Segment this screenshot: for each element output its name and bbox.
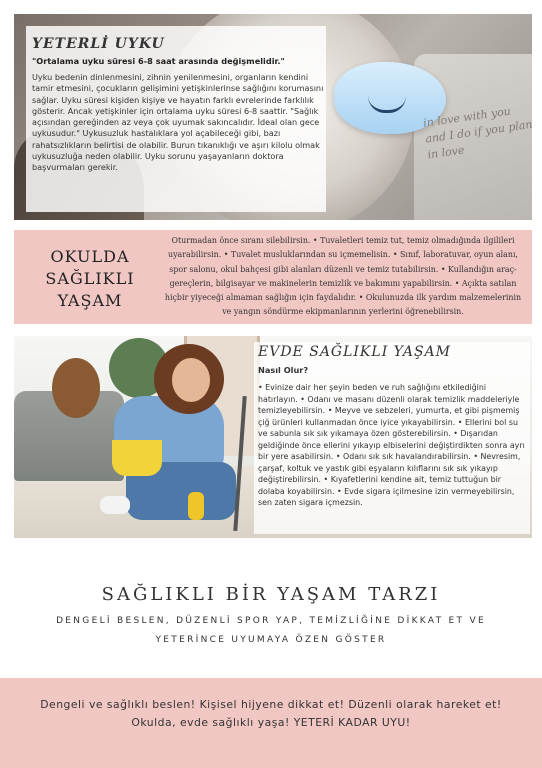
school-title: OKULDA SAĞLIKLI YAŞAM [45,247,135,310]
home-title: EVDE SAĞLIKLI YAŞAM [258,344,451,360]
headline-subtitle: DENGELİ BESLEN, DÜZENLİ SPOR YAP, TEMİZLİĞİNE DİKKAT ET VE YETERİNCE UYUMAYA ÖZEN GÖSTER [56,616,486,645]
home-subtitle: Nasıl Olur? [258,365,309,375]
sleep-title: YETERLİ UYKU [32,36,165,52]
banner-text: Dengeli ve sağlıklı beslen! Kişisel hijyene dikkat et! Düzenli olarak hareket et! Okulda, evde sağlıklı yaşa! YETERİ KADAR UYU! [40,698,502,729]
home-body: • Evinize dair her şeyin beden ve ruh sağlığını etkilediğini hatırlayın. • Odanı ve masanı düzenli olarak temizlik maddeleriyle temizleyebilirsin. • Meyve ve sebzeleri, yumurta, et gibi pişmemiş çiğ ürünleri kullanmadan önce iyice yıkayabilirsin. • Ellerini bol su ve sabunla sık sık yıkamaya özen gösterebilirsin. • Dışarıdan geldiğinde önce ellerini yıkayıp elbiselerini değiştirdikten sonra ayrı bir yere asabilirsin. • Odanı sık sık havalandırabilirsin. • Nevresim, çarşaf, koltuk ve yastık gibi eşyaların kılıflarını sık sık yıkayıp değiştirebilirsin. • Kıyafetlerini kendine ait, temiz tuttuğun bir dolaba koyabilirsin. • Evde sigara içilmesine izin vermeyebilirsin, sen zaten sigara içmezsin. [258,383,525,507]
teddy-bear-image [52,358,100,418]
sleep-quote: "Ortalama uyku süresi 6-8 saat arasında değişmelidir." [32,56,285,66]
bucket-image [112,440,162,476]
headline-title: SAĞLIKLI BİR YAŞAM TARZI [101,584,441,605]
sleep-body: Uyku bedenin dinlenmesini, zihnin yenilenmesini, organların kendini tamir etmesini, çocukların gelişimini yetişkinlerinse sağlığını korumasını sağlar. Uyku süresi kişiden kişiye ve hayatın farklı evrelerinde farklılık gösterir. Ancak yetişkinler için ortalama uyku süresi 6-8 saattir. "Sağlık açısından gereğinden az veya çok uyumak sakıncalıdır. İdeal olan gece uykusudur." Uykusuzluk hastalıklara yol açabileceği gibi, bazı rahatsızlıkların belirtisi de olabilir. Burun tıkanıklığı ve aşırı kilolu olmak uykusuzluğa neden olabilir. Uyku sorunu yaşayanların doktora başvurmaları gerekir. [32,72,324,173]
pillow-lettering: in love with you and I do if you plan in love [422,104,534,162]
school-body: Oturmadan önce sıranı silebilirsin. • Tuvaletleri temiz tut, temiz olmadığında ilgilileri uyarabilirsin. • Tuvalet musluklarından su içmemelisin. • Sınıf, laboratuvar, oyun alanı, spor salonu, okul bahçesi gibi alanları düzenli ve temiz tutabilirsin. • Kullandığın araç-gereçlerin, bilgisayar ve makinelerin temizlik ve bakımını yapabilirsin. • Açıkta satılan hiçbir yiyeceği almaman sağlığın için faydalıdır. • Okulunuzda ilk yardım malzemelerinin ve yangın söndürme ekipmanlarının yerlerini öğrenebilirsin. [164,236,522,317]
